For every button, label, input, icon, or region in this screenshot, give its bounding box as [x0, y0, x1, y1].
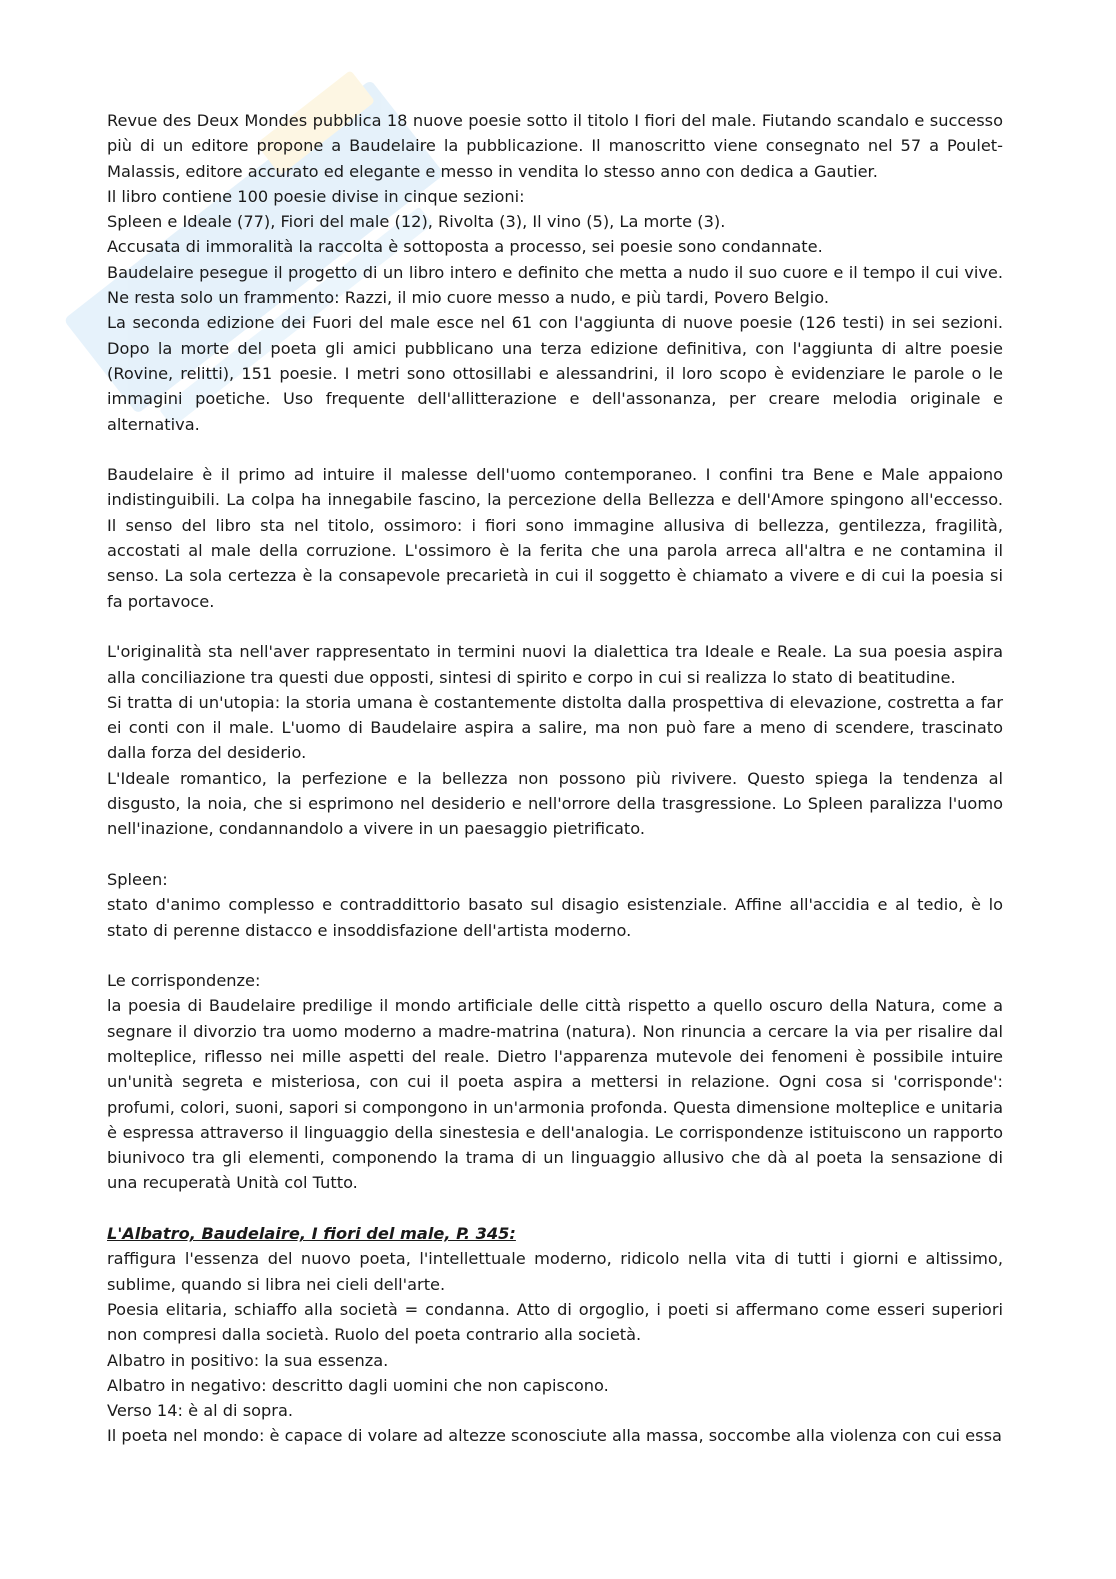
paragraph: la poesia di Baudelaire predilige il mondo artificiale delle città rispetto a quello oscuro della Natura, come a segnare il divorzio tra uomo moderno a madre-matrina (natura). Non rinuncia a cercare la via per risalire dal molteplice, riflesso nei mille aspetti del reale. Dietro l'apparenza mutevole dei fenomeni è possibile intuire un'unità segreta e misteriosa, con cui il poeta aspira a mettersi in relazione. Ogni cosa si 'corrisponde': profumi, colori, suoni, sapori si compongono in un'armonia profonda. Questa dimensione molteplice e unitaria è espressa attraverso il linguaggio della sinestesia e dell'analogia. Le corrispondenze istituiscono un rapporto biunivoco tra gli elementi, componendo la trama di un linguaggio allusivo che dà al poeta la sensazione di una recuperatà Unità col Tutto. — [107, 996, 1003, 1193]
paragraph: Si tratta di un'utopia: la storia umana è costantemente distolta dalla prospettiva di elevazione, costretta a far ei conti con il male. L'uomo di Baudelaire aspira a salire, ma non può fare a meno di scendere, trascinato dalla forza del desiderio. — [107, 692, 1003, 763]
paragraph: Le corrispondenze: — [107, 971, 261, 991]
blank-line — [107, 1196, 1003, 1221]
paragraph: Baudelaire pesegue il progetto di un libro intero e definito che metta a nudo il suo cuore e il tempo il cui vive. Ne resta solo un frammento: Razzi, il mio cuore messo a nudo, e più tardi, Povero Belgio. — [107, 262, 1003, 308]
blank-line — [107, 437, 1003, 462]
paragraph: raffigura l'essenza del nuovo poeta, l'intellettuale moderno, ridicolo nella vita di tutti i giorni e altissimo, sublime, quando si libra nei cieli dell'arte. — [107, 1249, 1003, 1294]
blank-line — [107, 842, 1003, 867]
paragraph: Spleen e Ideale (77), Fiori del male (12), Rivolta (3), Il vino (5), La morte (3). — [107, 212, 726, 232]
paragraph: Spleen: — [107, 869, 168, 889]
paragraph: L'Ideale romantico, la perfezione e la bellezza non possono più rivivere. Questo spiega la tendenza al disgusto, la noia, che si esprimono nel desiderio e nell'orrore della trasgressione. Lo Spleen paralizza l'uomo nell'inazione, condannandolo a vivere in un paesaggio pietrificato. — [107, 768, 1003, 839]
paragraph: Baudelaire è il primo ad intuire il malesse dell'uomo contemporaneo. I confini tra Bene e Male appaiono indistinguibili. La colpa ha innegabile fascino, la percezione della Bellezza e dell'Amore spingono all'eccesso. Il senso del libro sta nel titolo, ossimoro: i fiori sono immagine allusiva di bellezza, gentilezza, fragilità, accostati al male della corruzione. L'ossimoro è la ferita che una parola arreca all'altra e ne contamina il senso. La sola certezza è la consapevole precarietà in cui il soggetto è chiamato a vivere e di cui la poesia si fa portavoce. — [107, 465, 1003, 611]
paragraph: Accusata di immoralità la raccolta è sottoposta a processo, sei poesie sono condannate. — [107, 237, 823, 257]
paragraph: Poesia elitaria, schiaffo alla società = condanna. Atto di orgoglio, i poeti si affermano come esseri superiori non compresi dalla società. Ruolo del poeta contrario alla società. — [107, 1299, 1003, 1345]
paragraph: Verso 14: è al di sopra. — [107, 1401, 294, 1421]
paragraph: La seconda edizione dei Fuori del male esce nel 61 con l'aggiunta di nuove poesie (126 testi) in sei sezioni. Dopo la morte del poeta gli amici pubblicano una terza edizione definitiva, con l'aggiunta di altre poesie (Rovine, relitti), 151 poesie. I metri sono ottosillabi e alessandrini, il loro scopo è evidenziare le parole o le immagini poetiche. Uso frequente dell'allitterazione e dell'assonanza, per creare melodia originale e alternativa. — [107, 313, 1003, 434]
paragraph: Albatro in negativo: descritto dagli uomini che non capiscono. — [107, 1375, 609, 1395]
paragraph: Albatro in positivo: la sua essenza. — [107, 1350, 389, 1370]
document-body — [107, 108, 1003, 1449]
paragraph: Il libro contiene 100 poesie divise in cinque sezioni: — [107, 186, 525, 206]
blank-line — [107, 943, 1003, 968]
paragraph: Revue des Deux Mondes pubblica 18 nuove poesie sotto il titolo I fiori del male. Fiutando scandalo e successo più di un editore propone a Baudelaire la pubblicazione. Il manoscritto viene consegnato nel 57 a Poulet-Malassis, editore accurato ed elegante e messo in vendita lo stesso anno con dedica a Gautier. — [107, 111, 1003, 181]
blank-line — [107, 614, 1003, 639]
paragraph: stato d'animo complesso e contraddittorio basato sul disagio esistenziale. Affine all'accidia e al tedio, è lo stato di perenne distacco e insoddisfazione dell'artista moderno. — [107, 895, 1003, 940]
section-heading: L'Albatro, Baudelaire, I fiori del male, P. 345: — [107, 1224, 516, 1244]
paragraph: L'originalità sta nell'aver rappresentato in termini nuovi la dialettica tra Ideale e Reale. La sua poesia aspira alla conciliazione tra questi due opposti, sintesi di spirito e corpo in cui si realizza lo stato di beatitudine. — [107, 642, 1003, 687]
paragraph: Il poeta nel mondo: è capace di volare ad altezze sconosciute alla massa, soccombe alla violenza con cui essa — [107, 1426, 1002, 1446]
